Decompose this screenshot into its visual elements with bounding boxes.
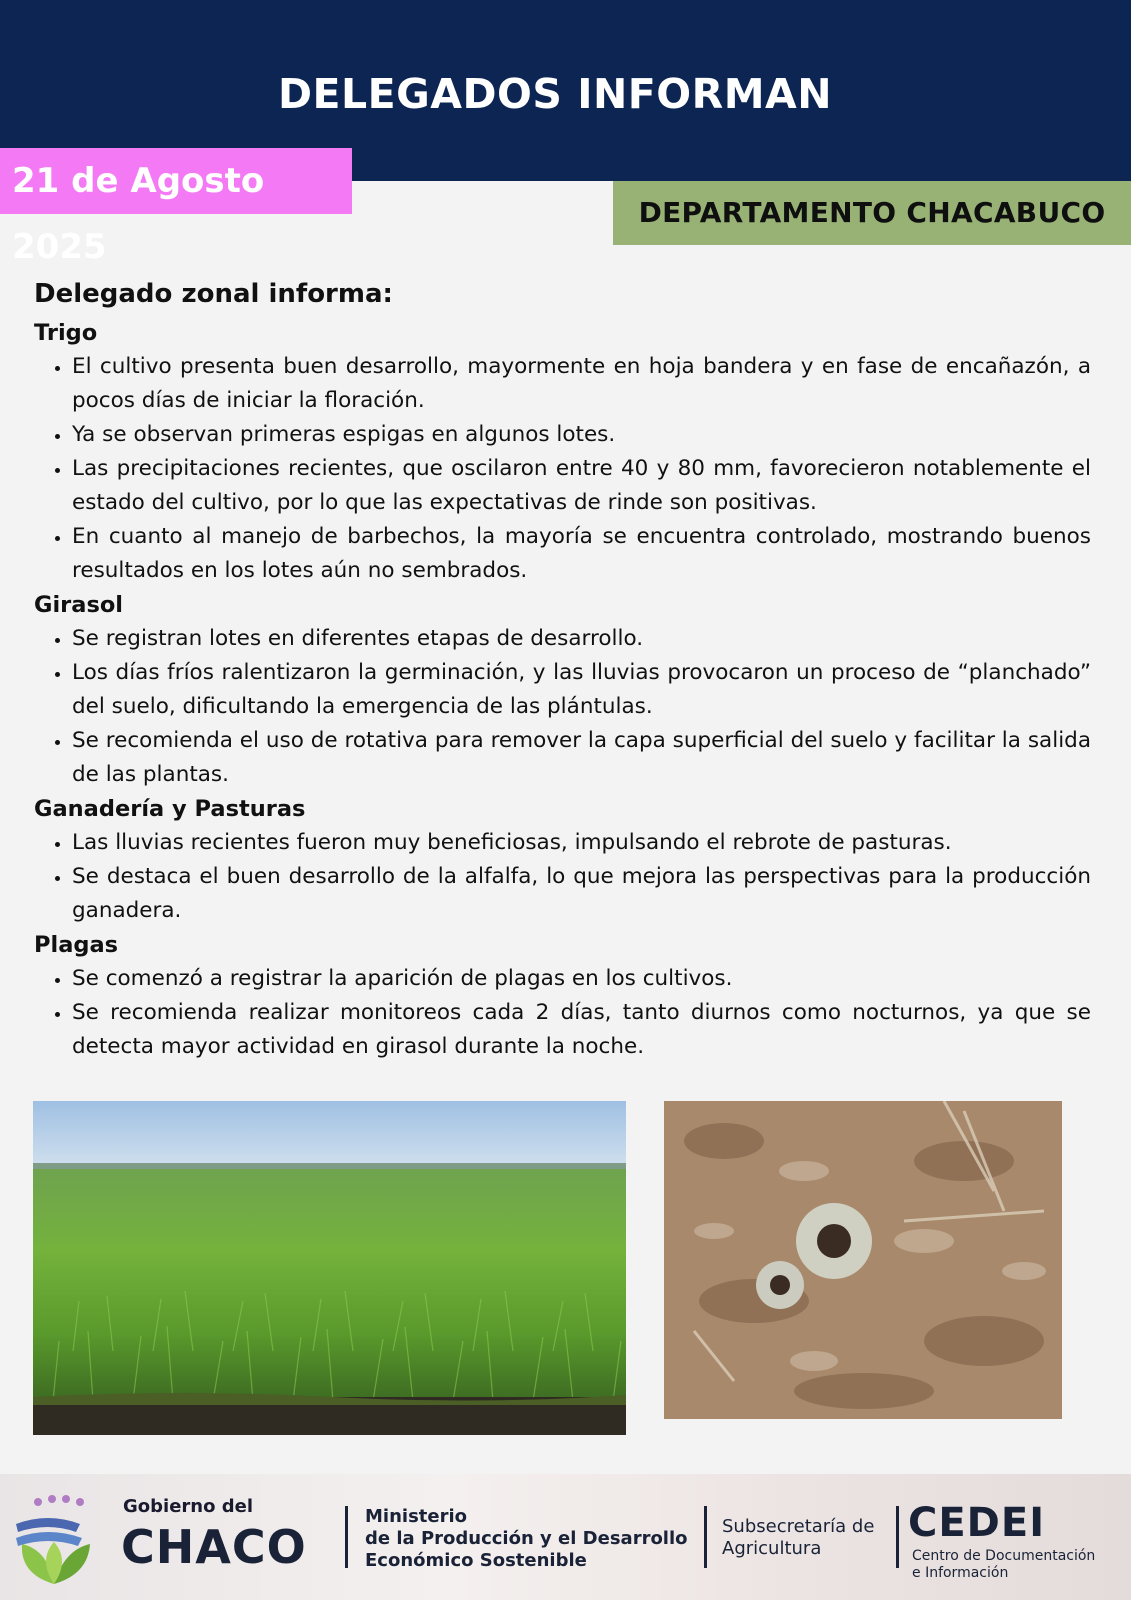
intro-heading: Delegado zonal informa: [34, 279, 393, 309]
section-title-plagas: Plagas [34, 932, 119, 958]
list-item: • Las lluvias recientes fueron muy beneficiosas, impulsando el rebrote de pasturas. [72, 826, 1091, 860]
list-item: • El cultivo presenta buen desarrollo, mayormente en hoja bandera y en fase de encañazón, a pocos días de iniciar la floración. [72, 350, 1091, 418]
section-title-girasol: Girasol [34, 592, 124, 618]
list-item: • Los días fríos ralentizaron la germinación, y las lluvias provocaron un proceso de “planchado” del suelo, dificultando la emergencia de las plántulas. [72, 656, 1091, 724]
subsecretaria-label [722, 1516, 874, 1560]
larva-photo [664, 1101, 1062, 1419]
cedei-wordmark: CEDEI [908, 1500, 1046, 1546]
page-title: DELEGADOS INFORMAN [277, 70, 833, 118]
footer-banner [0, 1474, 1131, 1600]
list-item: • Se recomienda realizar monitoreos cada 2 días, tanto diurnos como nocturnos, ya que se detecta mayor actividad en girasol durante la noche. [72, 996, 1091, 1064]
list-item: • Las precipitaciones recientes, que oscilaron entre 40 y 80 mm, favorecieron notablemente el estado del cultivo, por lo que las expectativas de rinde son positivas. [72, 452, 1091, 520]
list-item: • Se recomienda el uso de rotativa para remover la capa superficial del suelo y facilitar la salida de las plantas. [72, 724, 1091, 792]
section-list-trigo [34, 350, 1091, 588]
section-list-girasol [34, 622, 1091, 792]
gobierno-label: Gobierno del [123, 1496, 253, 1517]
wheat-field-photo [33, 1101, 626, 1435]
larva-illustration [664, 1101, 1062, 1419]
list-item: • Ya se observan primeras espigas en algunos lotes. [72, 418, 1091, 452]
footer-divider [345, 1506, 348, 1568]
section-list-ganaderia [34, 826, 1091, 928]
ministry-line: Económico Sostenible [365, 1550, 587, 1571]
footer-divider [704, 1506, 707, 1568]
ministry-label [365, 1506, 688, 1572]
chaco-wordmark: CHACO [121, 1520, 307, 1574]
cedei-label [912, 1548, 1095, 1582]
section-list-plagas [34, 962, 1091, 1064]
subsecretaria-line: Agricultura [722, 1538, 822, 1559]
section-title-ganaderia: Ganadería y Pasturas [34, 796, 306, 822]
footer-divider [896, 1506, 899, 1568]
cedei-line: Centro de Documentación [912, 1548, 1096, 1564]
wheat-field-illustration [33, 1101, 626, 1435]
list-item: • En cuanto al manejo de barbechos, la mayoría se encuentra controlado, mostrando buenos resultados en los lotes aún no sembrados. [72, 520, 1091, 588]
section-title-trigo: Trigo [34, 320, 98, 346]
subsecretaria-line: Subsecretaría de [722, 1516, 875, 1537]
date-badge: 21 de Agosto 2025 [0, 148, 352, 214]
report-content [34, 272, 1091, 1064]
ministry-line: Ministerio [365, 1506, 468, 1527]
list-item: • Se destaca el buen desarrollo de la alfalfa, lo que mejora las perspectivas para la producción ganadera. [72, 860, 1091, 928]
department-badge: DEPARTAMENTO CHACABUCO [613, 181, 1131, 245]
ministry-line: de la Producción y el Desarrollo [365, 1528, 688, 1549]
list-item: • Se registran lotes en diferentes etapas de desarrollo. [72, 622, 1091, 656]
chaco-logo-icon [8, 1494, 104, 1586]
cedei-line: e Información [912, 1565, 1009, 1581]
list-item: • Se comenzó a registrar la aparición de plagas en los cultivos. [72, 962, 1091, 996]
